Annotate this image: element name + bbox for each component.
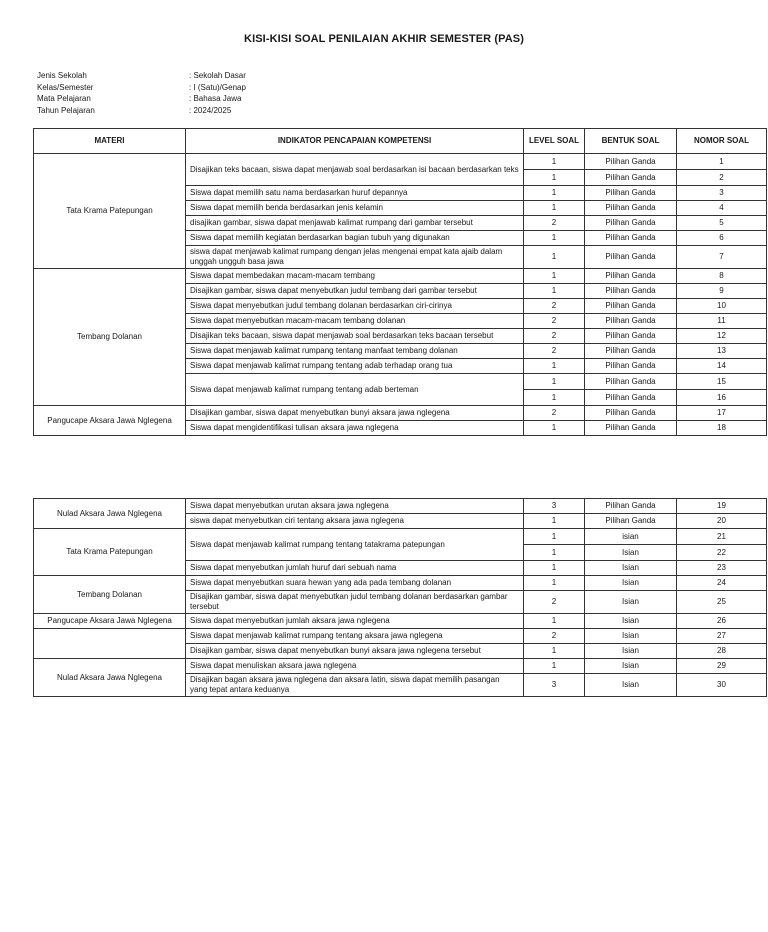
bentuk-soal-cell: Pilihan Ganda <box>585 299 677 314</box>
table-row <box>34 629 767 644</box>
level-soal-cell: 1 <box>524 545 585 561</box>
level-soal-cell: 2 <box>524 406 585 421</box>
indikator-cell: Siswa dapat membedakan macam-macam tembang <box>186 269 524 284</box>
table-row <box>34 529 767 545</box>
level-soal-cell: 2 <box>524 329 585 344</box>
level-soal-cell: 1 <box>524 614 585 629</box>
meta-value: : 2024/2025 <box>189 105 232 115</box>
level-soal-cell: 1 <box>524 529 585 545</box>
table-row <box>34 614 767 629</box>
meta-row <box>37 70 246 82</box>
bentuk-soal-cell: Pilihan Ganda <box>585 329 677 344</box>
header-nomor-soal: NOMOR SOAL <box>677 129 767 154</box>
indikator-cell: Siswa dapat menjawab kalimat rumpang tentang aksara jawa nglegena <box>186 629 524 644</box>
indikator-cell: Siswa dapat menjawab kalimat rumpang tentang adab berteman <box>186 374 524 406</box>
materi-cell <box>34 629 186 659</box>
indikator-cell: disajikan gambar, siswa dapat menjawab kalimat rumpang dari gambar tersebut <box>186 216 524 231</box>
indikator-cell: Siswa dapat mengidentifikasi tulisan aksara jawa nglegena <box>186 421 524 436</box>
table-header-row <box>34 129 767 154</box>
bentuk-soal-cell: Pilihan Ganda <box>585 374 677 390</box>
bentuk-soal-cell: Pilihan Ganda <box>585 201 677 216</box>
nomor-soal-cell: 20 <box>677 514 767 529</box>
meta-row <box>37 82 246 94</box>
document-meta <box>37 70 246 116</box>
bentuk-soal-cell: Pilihan Ganda <box>585 499 677 514</box>
nomor-soal-cell: 18 <box>677 421 767 436</box>
level-soal-cell: 1 <box>524 186 585 201</box>
level-soal-cell: 2 <box>524 629 585 644</box>
level-soal-cell: 1 <box>524 644 585 659</box>
indikator-cell: Disajikan gambar, siswa dapat menyebutkan bunyi aksara jawa nglegena <box>186 406 524 421</box>
indikator-cell: Siswa dapat menyebutkan urutan aksara jawa nglegena <box>186 499 524 514</box>
level-soal-cell: 2 <box>524 591 585 614</box>
meta-value: : Sekolah Dasar <box>189 71 246 80</box>
nomor-soal-cell: 7 <box>677 246 767 269</box>
level-soal-cell: 2 <box>524 344 585 359</box>
level-soal-cell: 1 <box>524 374 585 390</box>
kisi-kisi-table-part-1 <box>33 128 767 436</box>
indikator-cell: siswa dapat menyebutkan ciri tentang aksara jawa nglegena <box>186 514 524 529</box>
nomor-soal-cell: 3 <box>677 186 767 201</box>
nomor-soal-cell: 5 <box>677 216 767 231</box>
bentuk-soal-cell: Pilihan Ganda <box>585 359 677 374</box>
indikator-cell: Siswa dapat menjawab kalimat rumpang tentang manfaat tembang dolanan <box>186 344 524 359</box>
materi-cell: Pangucape Aksara Jawa Nglegena <box>34 614 186 629</box>
level-soal-cell: 1 <box>524 284 585 299</box>
bentuk-soal-cell: Pilihan Ganda <box>585 406 677 421</box>
level-soal-cell: 1 <box>524 359 585 374</box>
materi-cell: Nulad Aksara Jawa Nglegena <box>34 659 186 697</box>
bentuk-soal-cell: Isian <box>585 561 677 576</box>
nomor-soal-cell: 19 <box>677 499 767 514</box>
table-row <box>34 659 767 674</box>
level-soal-cell: 1 <box>524 514 585 529</box>
nomor-soal-cell: 10 <box>677 299 767 314</box>
meta-value: : I (Satu)/Genap <box>189 82 246 92</box>
level-soal-cell: 1 <box>524 576 585 591</box>
nomor-soal-cell: 22 <box>677 545 767 561</box>
nomor-soal-cell: 15 <box>677 374 767 390</box>
nomor-soal-cell: 27 <box>677 629 767 644</box>
nomor-soal-cell: 4 <box>677 201 767 216</box>
header-materi: MATERI <box>34 129 186 154</box>
header-indikator: INDIKATOR PENCAPAIAN KOMPETENSI <box>186 129 524 154</box>
indikator-cell: Disajikan gambar, siswa dapat menyebutkan judul tembang dari gambar tersebut <box>186 284 524 299</box>
bentuk-soal-cell: Pilihan Ganda <box>585 246 677 269</box>
meta-row <box>37 105 246 117</box>
table-body <box>34 499 767 697</box>
bentuk-soal-cell: Pilihan Ganda <box>585 284 677 299</box>
bentuk-soal-cell: Pilihan Ganda <box>585 186 677 201</box>
indikator-cell: Siswa dapat menyebutkan jumlah aksara jawa nglegena <box>186 614 524 629</box>
meta-label: Tahun Pelajaran <box>37 105 95 115</box>
nomor-soal-cell: 12 <box>677 329 767 344</box>
materi-cell: Nulad Aksara Jawa Nglegena <box>34 499 186 529</box>
bentuk-soal-cell: Isian <box>585 614 677 629</box>
indikator-cell: Siswa dapat menjawab kalimat rumpang tentang tatakrama patepungan <box>186 529 524 561</box>
bentuk-soal-cell: Pilihan Ganda <box>585 231 677 246</box>
nomor-soal-cell: 21 <box>677 529 767 545</box>
nomor-soal-cell: 14 <box>677 359 767 374</box>
bentuk-soal-cell: isian <box>585 529 677 545</box>
materi-cell: Tembang Dolanan <box>34 576 186 614</box>
indikator-cell: Siswa dapat menyebutkan macam-macam tembang dolanan <box>186 314 524 329</box>
nomor-soal-cell: 1 <box>677 154 767 170</box>
level-soal-cell: 1 <box>524 246 585 269</box>
materi-cell: Pangucape Aksara Jawa Nglegena <box>34 406 186 436</box>
materi-cell: Tata Krama Patepungan <box>34 154 186 269</box>
level-soal-cell: 1 <box>524 421 585 436</box>
table-row <box>34 576 767 591</box>
bentuk-soal-cell: Pilihan Ganda <box>585 514 677 529</box>
nomor-soal-cell: 26 <box>677 614 767 629</box>
meta-row <box>37 93 246 105</box>
header-bentuk-soal: BENTUK SOAL <box>585 129 677 154</box>
nomor-soal-cell: 25 <box>677 591 767 614</box>
level-soal-cell: 1 <box>524 390 585 406</box>
level-soal-cell: 2 <box>524 314 585 329</box>
bentuk-soal-cell: Pilihan Ganda <box>585 170 677 186</box>
level-soal-cell: 1 <box>524 659 585 674</box>
indikator-cell: Disajikan gambar, siswa dapat menyebutkan judul tembang dolanan berdasarkan gambar tersebut <box>186 591 524 614</box>
bentuk-soal-cell: Pilihan Ganda <box>585 344 677 359</box>
bentuk-soal-cell: Isian <box>585 545 677 561</box>
meta-label: Kelas/Semester <box>37 82 94 92</box>
meta-value: : Bahasa Jawa <box>189 94 242 104</box>
bentuk-soal-cell: Isian <box>585 629 677 644</box>
level-soal-cell: 1 <box>524 269 585 284</box>
table-row <box>34 406 767 421</box>
bentuk-soal-cell: Pilihan Ganda <box>585 216 677 231</box>
table-row <box>34 499 767 514</box>
indikator-cell: Siswa dapat menyebutkan jumlah huruf dari sebuah nama <box>186 561 524 576</box>
nomor-soal-cell: 11 <box>677 314 767 329</box>
bentuk-soal-cell: Isian <box>585 644 677 659</box>
nomor-soal-cell: 2 <box>677 170 767 186</box>
bentuk-soal-cell: Pilihan Ganda <box>585 269 677 284</box>
level-soal-cell: 1 <box>524 561 585 576</box>
indikator-cell: Siswa dapat menjawab kalimat rumpang tentang adab terhadap orang tua <box>186 359 524 374</box>
table-row <box>34 269 767 284</box>
nomor-soal-cell: 24 <box>677 576 767 591</box>
indikator-cell: Siswa dapat memilih satu nama berdasarkan huruf depannya <box>186 186 524 201</box>
nomor-soal-cell: 8 <box>677 269 767 284</box>
level-soal-cell: 2 <box>524 299 585 314</box>
table-row <box>34 154 767 170</box>
level-soal-cell: 3 <box>524 499 585 514</box>
meta-label: Jenis Sekolah <box>37 71 87 80</box>
bentuk-soal-cell: Pilihan Ganda <box>585 390 677 406</box>
indikator-cell: Disajikan teks bacaan, siswa dapat menjawab soal berdasarkan isi bacaan berdasarkan teks <box>186 154 524 186</box>
materi-cell: Tembang Dolanan <box>34 269 186 406</box>
indikator-cell: Siswa dapat menyebutkan judul tembang dolanan berdasarkan ciri-cirinya <box>186 299 524 314</box>
nomor-soal-cell: 16 <box>677 390 767 406</box>
nomor-soal-cell: 9 <box>677 284 767 299</box>
bentuk-soal-cell: Isian <box>585 576 677 591</box>
level-soal-cell: 1 <box>524 201 585 216</box>
level-soal-cell: 3 <box>524 674 585 697</box>
indikator-cell: Disajikan teks bacaan, siswa dapat menjawab soal berdasarkan teks bacaan tersebut <box>186 329 524 344</box>
nomor-soal-cell: 28 <box>677 644 767 659</box>
indikator-cell: siswa dapat menjawab kalimat rumpang dengan jelas mengenai empat kata ajaib dalam unggah ungguh basa jawa <box>186 246 524 269</box>
materi-cell: Tata Krama Patepungan <box>34 529 186 576</box>
indikator-cell: Siswa dapat menuliskan aksara jawa nglegena <box>186 659 524 674</box>
bentuk-soal-cell: Pilihan Ganda <box>585 154 677 170</box>
meta-label: Mata Pelajaran <box>37 94 91 104</box>
indikator-cell: Siswa dapat memilih kegiatan berdasarkan bagian tubuh yang digunakan <box>186 231 524 246</box>
nomor-soal-cell: 30 <box>677 674 767 697</box>
nomor-soal-cell: 23 <box>677 561 767 576</box>
header-level-soal: LEVEL SOAL <box>524 129 585 154</box>
table-body <box>34 154 767 436</box>
level-soal-cell: 2 <box>524 216 585 231</box>
level-soal-cell: 1 <box>524 170 585 186</box>
indikator-cell: Siswa dapat memilih benda berdasarkan jenis kelamin <box>186 201 524 216</box>
bentuk-soal-cell: Isian <box>585 591 677 614</box>
document-title: KISI-KISI SOAL PENILAIAN AKHIR SEMESTER (PAS) <box>244 33 524 45</box>
indikator-cell: Disajikan gambar, siswa dapat menyebutkan bunyi aksara jawa nglegena tersebut <box>186 644 524 659</box>
bentuk-soal-cell: Isian <box>585 674 677 697</box>
nomor-soal-cell: 6 <box>677 231 767 246</box>
nomor-soal-cell: 29 <box>677 659 767 674</box>
indikator-cell: Siswa dapat menyebutkan suara hewan yang ada pada tembang dolanan <box>186 576 524 591</box>
kisi-kisi-table-part-2 <box>33 498 767 697</box>
nomor-soal-cell: 13 <box>677 344 767 359</box>
indikator-cell: Disajikan bagan aksara jawa nglegena dan aksara latin, siswa dapat memilih pasangan yang tepat antara keduanya <box>186 674 524 697</box>
bentuk-soal-cell: Pilihan Ganda <box>585 421 677 436</box>
bentuk-soal-cell: Isian <box>585 659 677 674</box>
level-soal-cell: 1 <box>524 231 585 246</box>
level-soal-cell: 1 <box>524 154 585 170</box>
nomor-soal-cell: 17 <box>677 406 767 421</box>
bentuk-soal-cell: Pilihan Ganda <box>585 314 677 329</box>
